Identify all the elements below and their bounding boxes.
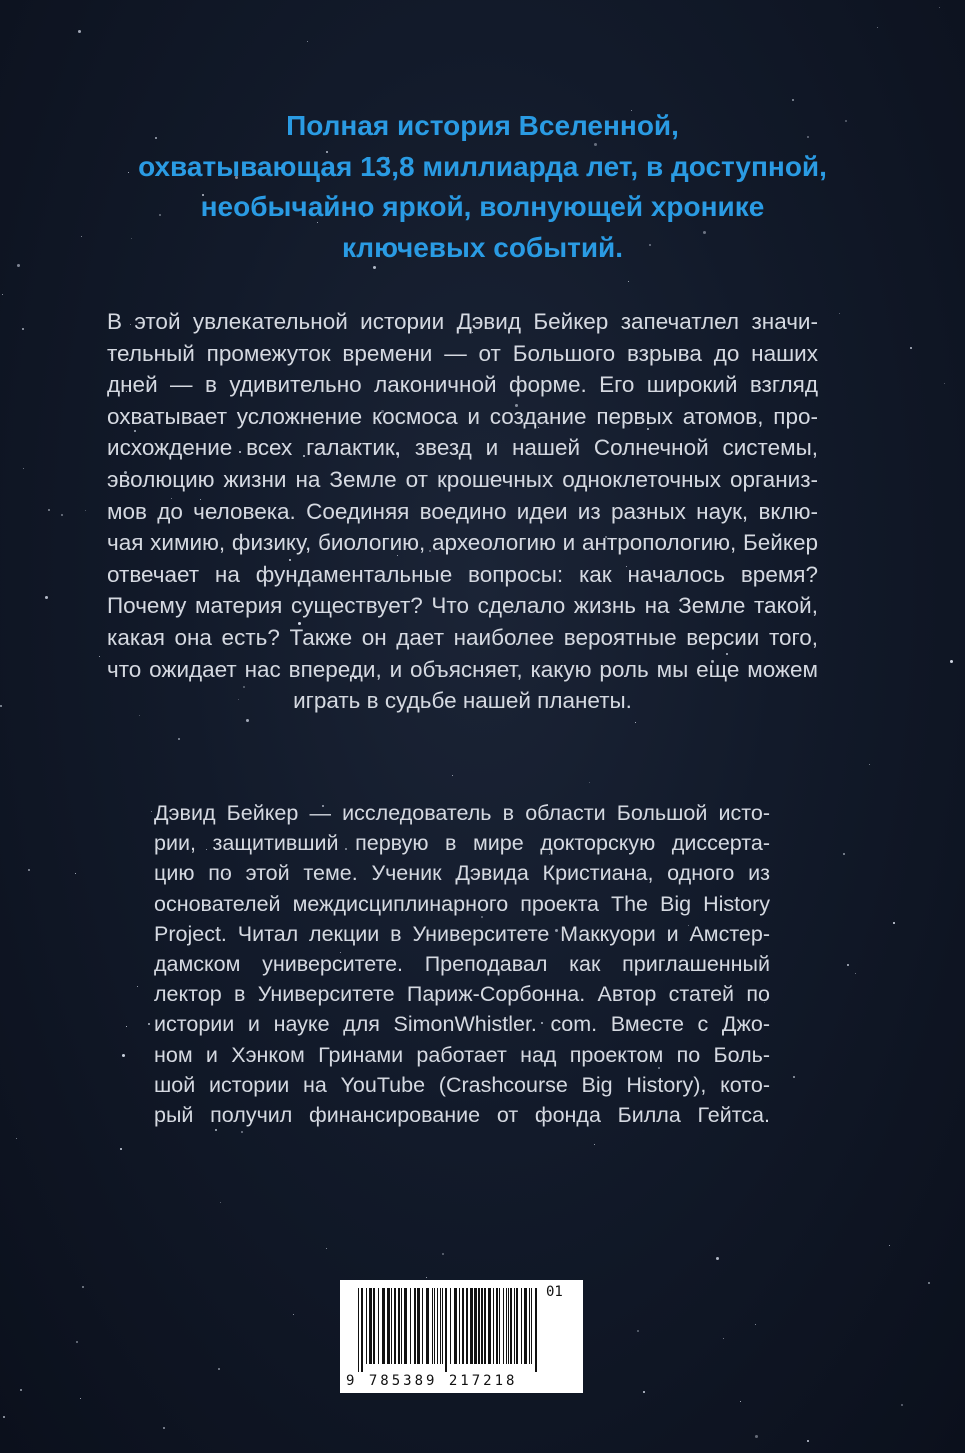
barcode-bar: [484, 1288, 486, 1364]
barcode-bar: [481, 1288, 483, 1364]
barcode-bar: [459, 1288, 460, 1364]
barcode-bar: [414, 1288, 416, 1364]
star: [163, 1427, 165, 1429]
star: [855, 973, 856, 974]
barcode-bar: [531, 1288, 532, 1364]
star: [246, 719, 249, 722]
star: [293, 1314, 294, 1315]
star: [3, 1416, 5, 1418]
barcode-bar: [535, 1288, 537, 1372]
star: [910, 347, 912, 349]
star: [847, 964, 849, 966]
barcode-bar: [410, 1288, 411, 1364]
barcode-bar: [508, 1288, 509, 1364]
star: [82, 1286, 84, 1288]
bio-line: Project. Читал лекции в Университете Маккуори и Амстер-: [154, 921, 770, 946]
barcode-bar: [445, 1288, 447, 1372]
description-line: эволюцию жизни на Земле от крошечных одноклеточных организ-: [107, 466, 818, 492]
star: [637, 1330, 639, 1332]
bio-line: цию по этой теме. Ученик Дэвида Кристиана, одного из: [154, 861, 770, 886]
description-line: Почему материя существует? Что сделало жизнь на Земле такой,: [107, 593, 818, 619]
barcode-bar: [493, 1288, 494, 1364]
star: [307, 41, 308, 42]
barcode-bar: [454, 1288, 457, 1364]
star: [594, 1144, 595, 1145]
star: [807, 1440, 809, 1442]
star: [755, 1435, 758, 1438]
barcode-addon: 01: [546, 1284, 563, 1300]
star: [843, 853, 845, 855]
star: [126, 1026, 127, 1027]
barcode-bar: [426, 1288, 429, 1364]
bio-line: истории и науке для SimonWhistler. com. Вместе с Джо-: [154, 1012, 770, 1037]
barcode-bar: [529, 1288, 530, 1364]
barcode-bar: [516, 1288, 518, 1364]
barcode-bar: [466, 1288, 468, 1364]
star: [2, 294, 3, 295]
bio-line: дамском университете. Преподавал как приглашенный: [154, 952, 770, 977]
star: [20, 1389, 22, 1391]
star: [635, 722, 636, 723]
barcode-bar: [488, 1288, 491, 1364]
barcode-bar: [394, 1288, 396, 1364]
star: [99, 656, 100, 657]
star: [628, 281, 629, 282]
isbn-barcode: [340, 1280, 583, 1393]
barcode-bar: [470, 1288, 473, 1364]
star: [85, 510, 86, 511]
barcode-bar: [510, 1288, 512, 1364]
star: [928, 1282, 930, 1284]
description-line: какая она есть? Также он дает наиболее вероятные версии того,: [107, 624, 818, 650]
star: [78, 30, 81, 33]
description-line: отвечает на фундаментальные вопросы: как началось время?: [107, 561, 818, 587]
star: [643, 1391, 645, 1393]
star: [893, 922, 895, 924]
bio-line: лектор в Университете Париж-Сорбонна. Автор статей по: [154, 982, 770, 1007]
barcode-bar: [369, 1288, 372, 1364]
description-line: охватывает усложнение космоса и создание первых атомов, про-: [107, 403, 818, 429]
headline-line: Полная история Вселенной,: [286, 110, 679, 141]
star: [48, 509, 50, 511]
star: [218, 1368, 220, 1370]
star: [944, 383, 945, 384]
barcode-bar: [524, 1288, 527, 1364]
barcode-bar: [378, 1288, 379, 1364]
description-line: дней — в удивительно лаконичной форме. Его широкий взгляд: [107, 372, 818, 398]
barcode-bar: [440, 1288, 441, 1364]
star: [950, 660, 953, 663]
barcode-bar: [506, 1288, 507, 1364]
barcode-bar: [521, 1288, 522, 1364]
star: [442, 1253, 444, 1255]
star: [80, 1398, 81, 1399]
star: [178, 738, 180, 740]
barcode-bar: [450, 1288, 451, 1364]
star: [220, 1202, 221, 1203]
star: [755, 1324, 756, 1325]
star: [0, 705, 2, 707]
description-line: мов до человека. Соединяя воедино идеи из разных наук, вклю-: [107, 498, 818, 524]
barcode-bar: [382, 1288, 385, 1364]
barcode-bar: [437, 1288, 438, 1364]
star: [23, 468, 24, 469]
barcode-bar: [434, 1288, 435, 1364]
description-line: тельный промежуток времени — от Большого взрыва до наших: [107, 340, 818, 366]
star: [716, 1257, 719, 1260]
bio-line: рии, защитивший первую в мире докторскую диссерта-: [154, 831, 770, 856]
star: [839, 313, 840, 314]
description-line: исхождение всех галактик, звезд и нашей Солнечной системы,: [107, 435, 818, 461]
star: [61, 514, 63, 516]
star: [16, 1138, 17, 1139]
barcode-bars: [358, 1288, 554, 1372]
star: [877, 27, 878, 28]
bio-line: основателей междисциплинарного проекта The Big History: [154, 891, 770, 916]
star: [589, 782, 590, 783]
star: [901, 1404, 903, 1406]
barcode-bar: [387, 1288, 390, 1364]
isbn-number: 9 785389 217218: [346, 1373, 518, 1389]
headline: [60, 106, 905, 268]
description-line: играть в судьбе нашей планеты.: [293, 688, 632, 714]
barcode-bar: [373, 1288, 375, 1364]
headline-line: ключевых событий.: [341, 231, 624, 263]
barcode-bar: [417, 1288, 420, 1364]
headline-line: охватывающая 13,8 миллиарда лет, в доступной,: [138, 150, 827, 182]
star: [28, 869, 30, 871]
barcode-bar: [499, 1288, 500, 1364]
description-line: что ожидает нас впереди, и объясняет, какую роль мы еще можем: [107, 656, 818, 682]
barcode-bar: [366, 1288, 367, 1364]
star: [17, 264, 20, 267]
barcode-bar: [404, 1288, 407, 1364]
bio-line: шой истории на YouTube (Crashcourse Big History), кото-: [154, 1072, 770, 1097]
barcode-bar: [503, 1288, 504, 1364]
star: [241, 1131, 243, 1133]
barcode-bar: [391, 1288, 392, 1364]
star: [151, 811, 152, 812]
barcode-bar: [474, 1288, 477, 1364]
barcode-bar: [462, 1288, 464, 1364]
star: [326, 1248, 327, 1249]
star: [22, 328, 24, 330]
star: [75, 873, 76, 874]
barcode-bar: [361, 1288, 363, 1372]
star: [426, 1277, 427, 1278]
star: [869, 764, 870, 765]
bio-line: Дэвид Бейкер — исследователь в области Большой исто-: [154, 801, 770, 825]
star: [939, 7, 940, 8]
star: [76, 1341, 78, 1343]
barcode-bar: [398, 1288, 400, 1364]
barcode-bar: [442, 1288, 443, 1364]
star: [120, 1148, 122, 1150]
headline-line: необычайно яркой, волнующей хронике: [200, 191, 765, 222]
barcode-bar: [478, 1288, 480, 1364]
star: [45, 596, 48, 599]
star: [740, 1401, 741, 1402]
bio-line: ном и Хэнком Гринами работает над проектом по Боль-: [154, 1042, 770, 1067]
star: [148, 1023, 150, 1025]
barcode-bar: [401, 1288, 402, 1364]
star: [122, 1054, 125, 1057]
barcode-bar: [422, 1288, 423, 1364]
star: [793, 1076, 795, 1078]
author-bio: [154, 798, 770, 1130]
star: [452, 775, 453, 776]
star: [889, 1245, 890, 1246]
barcode-bar: [496, 1288, 498, 1364]
description-line: В этой увлекательной истории Дэвид Бейкер запечатлел значи-: [107, 309, 818, 334]
star: [792, 99, 794, 101]
barcode-bar: [514, 1288, 515, 1364]
bio-line: рый получил финансирование от фонда Билла Гейтса.: [154, 1103, 770, 1128]
barcode-bar: [358, 1288, 359, 1372]
barcode-bar: [432, 1288, 433, 1364]
description-line: чая химию, физику, биологию, археологию и антропологию, Бейкер: [107, 530, 818, 556]
star: [723, 1338, 724, 1339]
book-description: [107, 306, 818, 717]
star: [137, 986, 138, 987]
